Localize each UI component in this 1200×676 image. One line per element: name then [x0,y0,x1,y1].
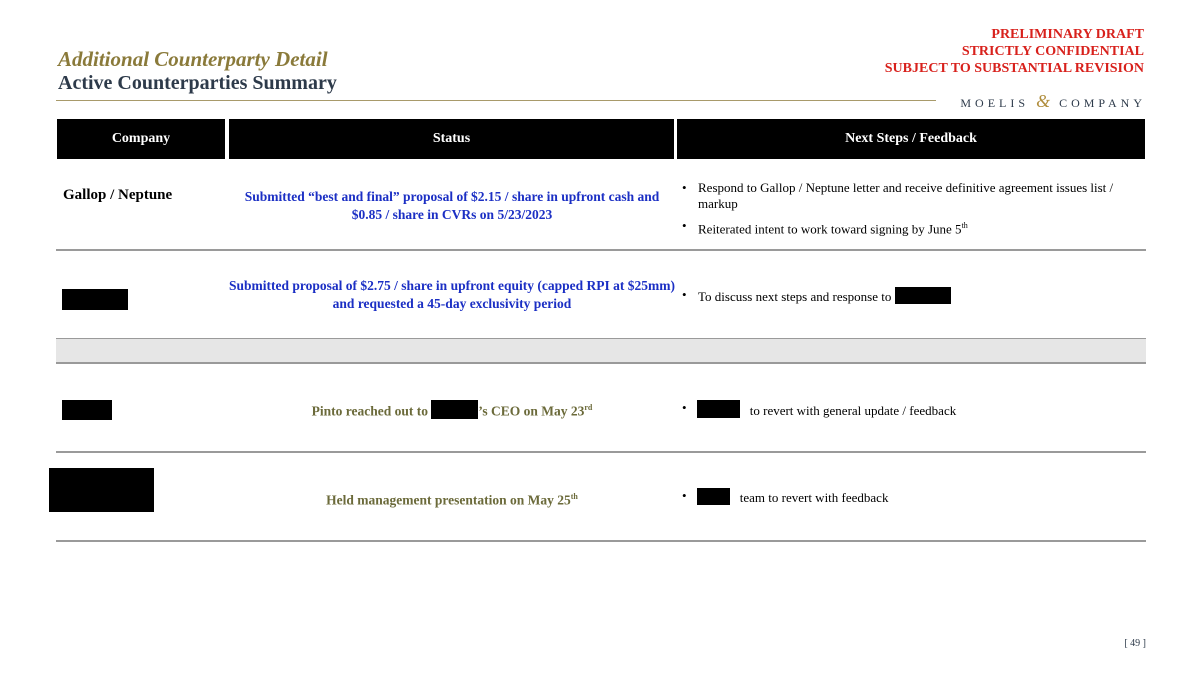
next-steps-list [682,400,1147,425]
shaded-row [56,339,1146,362]
next-steps-list [682,180,1147,243]
header-divider [56,100,936,101]
row-divider [56,362,1146,364]
redaction-block [49,468,154,512]
status-text-main: Held management presentation on May 25 [326,492,571,508]
redaction-block [62,400,112,420]
brand-text-right: COMPANY [1059,96,1146,110]
redaction-block [431,400,478,419]
draft-line: SUBJECT TO SUBSTANTIAL REVISION [884,61,1144,76]
draft-notice [885,26,1144,77]
company-name: Gallop / Neptune [63,187,173,203]
redaction-block [697,488,730,505]
column-header-status: Status [229,119,674,159]
superscript: th [961,221,968,230]
column-header-company: Company [57,119,225,159]
status-text-after: ’s CEO on May 23 [478,403,585,419]
column-header-next-steps: Next Steps / Feedback [677,119,1145,159]
brand-ampersand: & [1036,91,1053,111]
list-item-text: to revert with general update / feedback [749,403,957,418]
status-text: Submitted “best and final” proposal of $2.15 / share in upfront cash and $0.85 / share in CVRs on 5/23/2023 [244,189,660,222]
row-divider [56,540,1146,542]
list-item-text: To discuss next steps and response to [698,289,892,304]
draft-line: STRICTLY CONFIDENTIAL [961,44,1144,59]
page-title: Active Counterparties Summary [58,72,337,94]
page-number: [ 49 ] [1124,638,1146,649]
list-item [682,400,1147,419]
brand-logo [960,91,1146,112]
superscript: rd [584,403,593,412]
next-steps-list [682,287,1147,311]
row-divider [56,451,1146,453]
list-item [682,488,1147,506]
redaction-block [62,289,128,310]
superscript: th [570,492,578,501]
next-steps-list [682,488,1147,512]
status-text [229,399,675,421]
draft-line: PRELIMINARY DRAFT [991,27,1144,42]
row-divider [56,249,1146,251]
list-item: • Respond to Gallop / Neptune letter and receive definitive agreement issues list / markup [682,180,1147,212]
section-title: Additional Counterparty Detail [58,47,328,71]
list-item-text: Reiterated intent to work toward signing by June 5 [698,221,962,237]
redaction-block [697,400,740,418]
brand-text-left: MOELIS [960,96,1030,110]
redaction-block [895,287,951,304]
list-item [682,287,1147,305]
list-item-text: team to revert with feedback [739,490,889,505]
list-item [682,218,1147,237]
status-text-before: Pinto reached out to [311,403,428,419]
status-text: Submitted proposal of $2.75 / share in upfront equity (capped RPI at $25mm) and requested a 45-day exclusivity period [229,278,675,311]
status-text [229,488,675,510]
